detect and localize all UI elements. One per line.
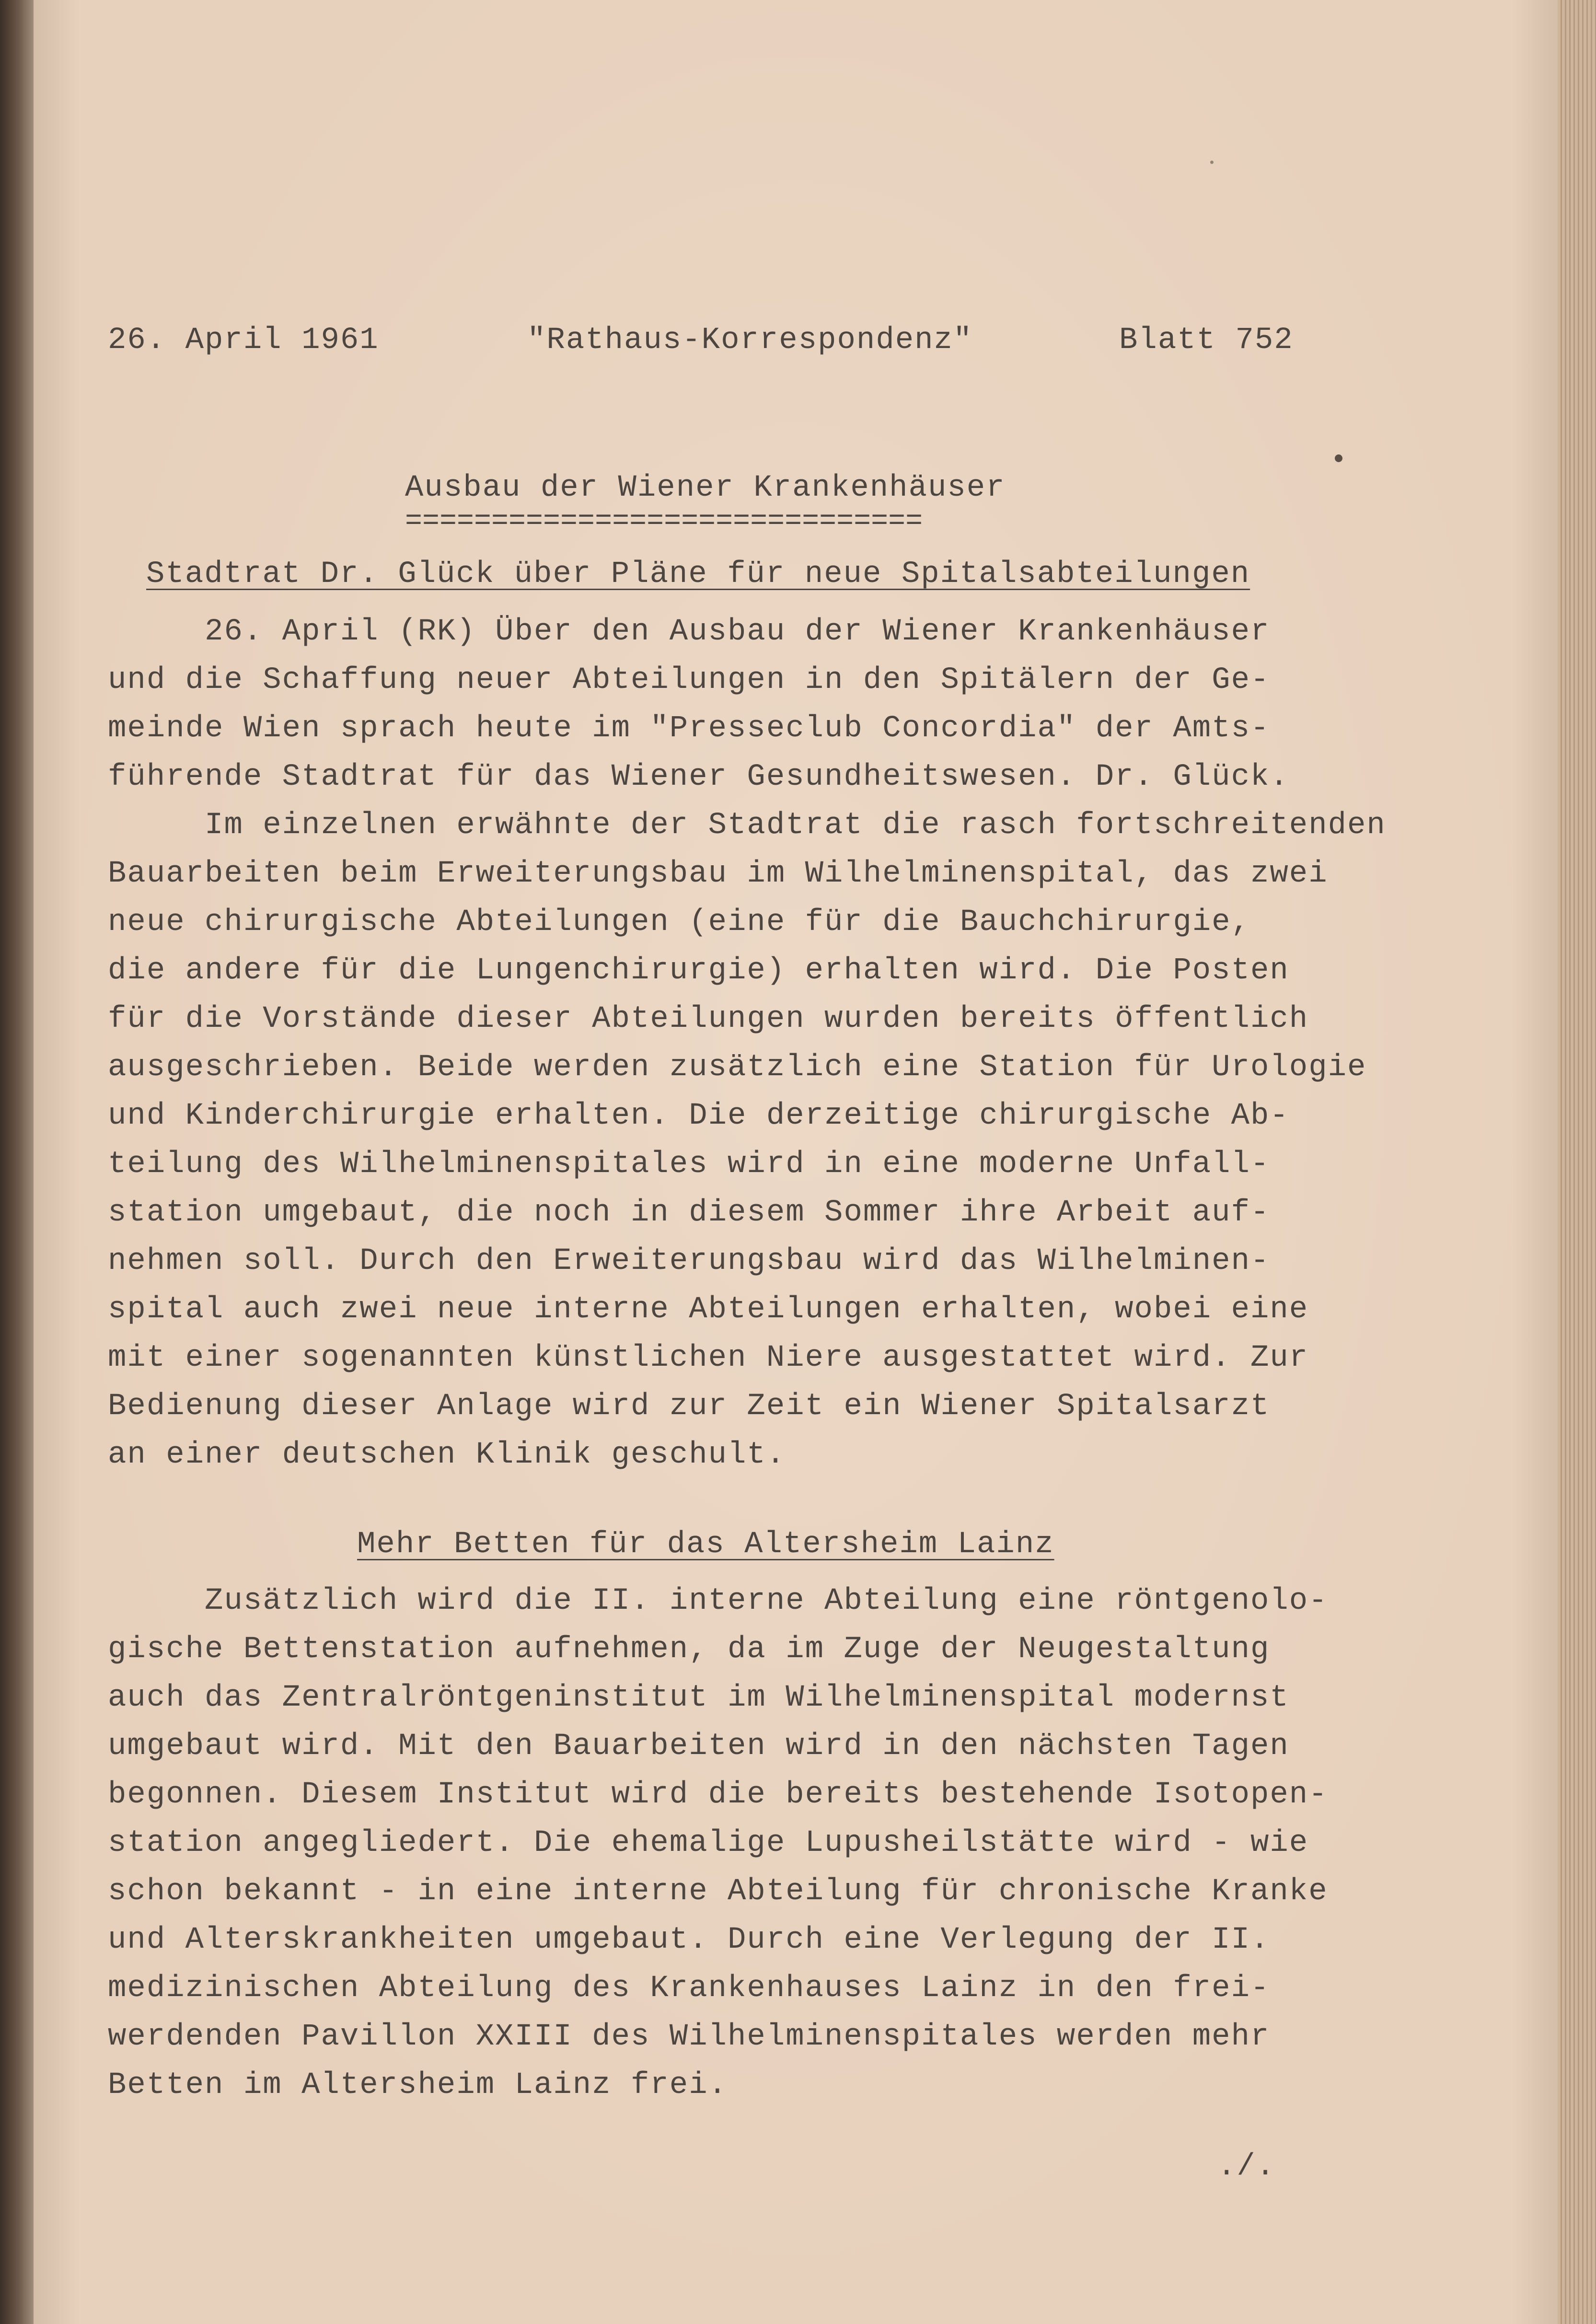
paragraph-line: mit einer sogenannten künstlichen Niere ausgestattet wird. Zur bbox=[108, 1341, 1309, 1375]
paragraph-line: und Kinderchirurgie erhalten. Die derzeitige chirurgische Ab- bbox=[108, 1099, 1289, 1133]
paragraph-line: führende Stadtrat für das Wiener Gesundheitswesen. Dr. Glück. bbox=[108, 760, 1289, 794]
paragraph-line: 26. April (RK) Über den Ausbau der Wiener Krankenhäuser bbox=[108, 615, 1270, 649]
paragraph-line: medizinischen Abteilung des Krankenhauses Lainz in den frei- bbox=[108, 1971, 1270, 2006]
paragraph-line: umgebaut wird. Mit den Bauarbeiten wird in den nächsten Tagen bbox=[108, 1729, 1289, 1764]
paragraph-line: an einer deutschen Klinik geschult. bbox=[108, 1438, 786, 1472]
paragraph-line: auch das Zentralröntgeninstitut im Wilhelminenspital modernst bbox=[108, 1681, 1289, 1715]
document-page bbox=[34, 0, 1558, 2324]
paragraph-line: und Alterskrankheiten umgebaut. Durch eine Verlegung der II. bbox=[108, 1923, 1270, 1957]
paragraph-line: station angegliedert. Die ehemalige Lupusheilstätte wird - wie bbox=[108, 1826, 1309, 1860]
paragraph-line: nehmen soll. Durch den Erweiterungsbau wird das Wilhelminen- bbox=[108, 1244, 1270, 1278]
header-sheet-number: Blatt 752 bbox=[1119, 323, 1294, 358]
paragraph-line: Bedienung dieser Anlage wird zur Zeit ein Wiener Spitalsarzt bbox=[108, 1389, 1270, 1424]
paragraph-altersheim bbox=[108, 1577, 1328, 2110]
paragraph-line: station umgebaut, die noch in diesem Sommer ihre Arbeit auf- bbox=[108, 1196, 1270, 1230]
article-subtitle: Stadtrat Dr. Glück über Pläne für neue Spitalsabteilungen bbox=[146, 557, 1250, 592]
paragraph-line: Im einzelnen erwähnte der Stadtrat die rasch fortschreitenden bbox=[108, 808, 1386, 843]
page-edge-stack bbox=[1558, 0, 1596, 2324]
paragraph-intro bbox=[108, 608, 1289, 802]
paragraph-line: Betten im Altersheim Lainz frei. bbox=[108, 2068, 728, 2103]
paragraph-line: die andere für die Lungenchirurgie) erhalten wird. Die Posten bbox=[108, 953, 1289, 988]
paragraph-line: für die Vorstände dieser Abteilungen wurden bereits öffentlich bbox=[108, 1002, 1309, 1036]
paragraph-line: spital auch zwei neue interne Abteilungen erhalten, wobei eine bbox=[108, 1292, 1309, 1327]
paragraph-line: meinde Wien sprach heute im "Presseclub Concordia" der Amts- bbox=[108, 711, 1270, 746]
paragraph-line: Zusätzlich wird die II. interne Abteilung eine röntgenolo- bbox=[108, 1584, 1328, 1618]
section-subtitle: Mehr Betten für das Altersheim Lainz bbox=[357, 1527, 1054, 1562]
paragraph-line: begonnen. Diesem Institut wird die bereits bestehende Isotopen- bbox=[108, 1778, 1328, 1812]
header-publication: "Rathaus-Korrespondenz" bbox=[527, 323, 973, 358]
paragraph-line: neue chirurgische Abteilungen (eine für die Bauchchirurgie, bbox=[108, 905, 1250, 940]
continuation-mark: ./. bbox=[1217, 2150, 1276, 2184]
article-title: Ausbau der Wiener Krankenhäuser bbox=[405, 471, 1006, 505]
paragraph-line: Bauarbeiten beim Erweiterungsbau im Wilhelminenspital, das zwei bbox=[108, 857, 1328, 891]
paragraph-line: schon bekannt - in eine interne Abteilung für chronische Kranke bbox=[108, 1874, 1328, 1909]
paper-speck bbox=[1335, 454, 1342, 462]
header-date: 26. April 1961 bbox=[108, 323, 379, 358]
paragraph-line: teilung des Wilhelminenspitales wird in eine moderne Unfall- bbox=[108, 1147, 1270, 1182]
title-double-rule: ============================== bbox=[405, 505, 923, 538]
paper-speck bbox=[1210, 161, 1214, 164]
paragraph-details bbox=[108, 802, 1386, 1479]
paragraph-line: werdenden Pavillon XXIII des Wilhelminenspitales werden mehr bbox=[108, 2020, 1270, 2054]
paragraph-line: und die Schaffung neuer Abteilungen in den Spitälern der Ge- bbox=[108, 663, 1270, 697]
paragraph-line: ausgeschrieben. Beide werden zusätzlich eine Station für Urologie bbox=[108, 1050, 1367, 1085]
paragraph-line: gische Bettenstation aufnehmen, da im Zuge der Neugestaltung bbox=[108, 1632, 1270, 1667]
book-binding bbox=[0, 0, 34, 2324]
